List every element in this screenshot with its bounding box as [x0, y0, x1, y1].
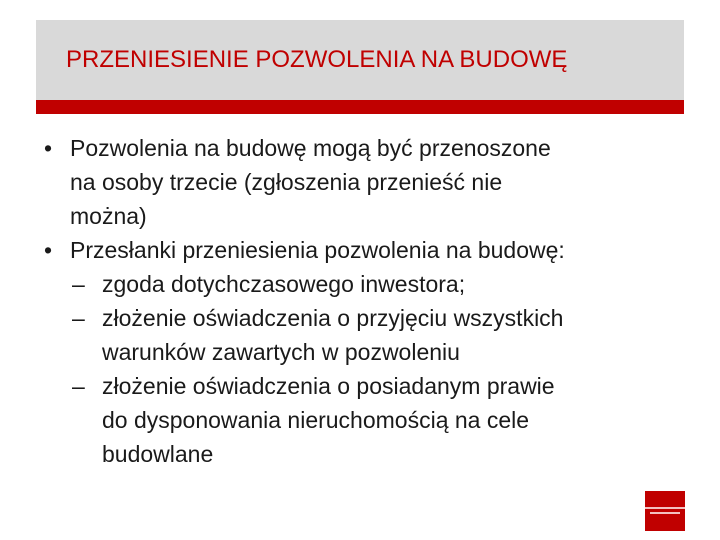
sub-line: warunków zawartych w pozwoleniu — [102, 339, 460, 365]
sub-item — [44, 369, 684, 471]
dash-mark: – — [72, 305, 85, 331]
bullet-line: Przesłanki przeniesienia pozwolenia na budowę: — [70, 237, 565, 263]
dash-mark: – — [72, 373, 85, 399]
sub-line: budowlane — [102, 441, 214, 467]
title-accent-bar — [36, 100, 684, 114]
slide-content — [44, 131, 684, 471]
sub-line: złożenie oświadczenia o posiadanym prawie — [102, 373, 555, 399]
bullet-mark: • — [44, 135, 53, 161]
university-logo-icon — [645, 491, 685, 531]
sub-line: do dysponowania nieruchomością na cele — [102, 407, 530, 433]
bullet-item — [44, 233, 684, 267]
sub-item — [44, 267, 684, 301]
bullet-mark: • — [44, 237, 53, 263]
sub-line: złożenie oświadczenia o przyjęciu wszystkich — [102, 305, 564, 331]
slide-title: PRZENIESIENIE POZWOLENIA NA BUDOWĘ — [66, 46, 568, 73]
sub-item — [44, 301, 684, 369]
sub-line: zgoda dotychczasowego inwestora; — [102, 271, 466, 297]
title-box — [36, 20, 684, 100]
bullet-item — [44, 131, 684, 233]
bullet-line: na osoby trzecie (zgłoszenia przenieść nie — [70, 169, 503, 195]
bullet-line: można) — [70, 203, 147, 229]
dash-mark: – — [72, 271, 85, 297]
bullet-line: Pozwolenia na budowę mogą być przenoszone — [70, 135, 551, 161]
